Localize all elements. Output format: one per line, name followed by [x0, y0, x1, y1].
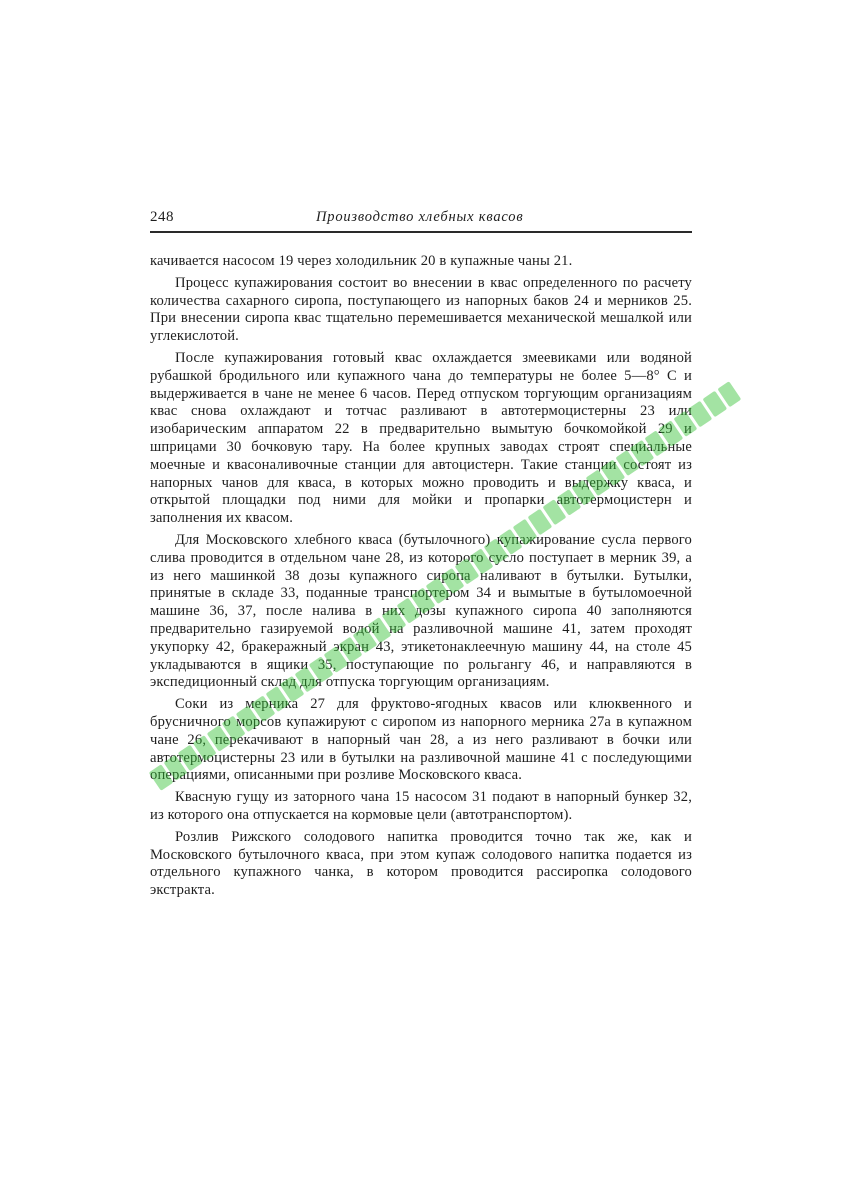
page-number: 248 [150, 209, 174, 225]
paragraph-5: Соки из мерника 27 для фруктово-ягодных квасов или клюквенного и брусничного морсов купажируют с сиропом из напорного мерника 27а в купажном чане 26, перекачивают в напорный чан 28, а из него разливают в бочки или автотермоцистерны 23 или в бутылки на разливочной машине 41 с последующими операциями, описанными при розливе Московского кваса. [150, 696, 692, 784]
paragraph-2: Процесс купажирования состоит во внесении в квас определенного по расчету количества сахарного сиропа, поступающего из напорных баков 24 и мерников 25. При внесении сиропа квас тщательно перемешивается механической мешалкой или углекислотой. [150, 274, 692, 345]
paragraph-6: Квасную гущу из заторного чана 15 насосом 31 подают в напорный бункер 32, из которого она отпускается на кормовые цели (автотранспортом). [150, 789, 692, 823]
paragraph-4: Для Московского хлебного кваса (бутылочного) купажирование сусла первого слива проводится в отдельном чане 28, из которого сусло поступает в мерник 39, а из него машинкой 38 дозы купажного сиропа наливают в бутылки. Бутылки, принятые в складе 33, поданные транспортером 34 и вымытые в бутыломоечной машине 36, 37, после налива в них дозы купажного сиропа 40 заполняются предварительно газируемой водой на разливочной машине 41, затем проходят укупорку 42, бракеражный экран 43, этикетонаклеечную машину 44, на столе 45 укладываются в ящики 35, поступающие по рольгангу 46, и направляются в экспедиционный склад для отпуска торгующим организациям. [150, 531, 692, 691]
watermark-dash [717, 381, 741, 407]
watermark-dash [702, 391, 726, 417]
body-text [150, 253, 692, 904]
paragraph-3: После купажирования готовый квас охлаждается змеевиками или водяной рубашкой бродильного или купажного чана до температуры не более 5—8° С и выдерживается в чане не менее 6 часов. Перед отпуском торгующим организациям квас снова охлаждают и тотчас разливают в автотермоцистерны 23 или изобарическим аппаратом 22 в предварительно вымытую бочкомойкой 29 и шприцами 30 бочковую тару. На более крупных заводах строят специальные моечные и квасоналивочные станции для автоцистерн. Такие станции состоят из напорных чанов для кваса, в которых можно проводить и выдержку кваса, и открытой площадки под ними для мойки и пропарки автотермоцистерн и заполнения их квасом. [150, 349, 692, 527]
page-header [150, 209, 692, 233]
running-title: Производство хлебных квасов [316, 209, 524, 225]
paragraph-1: качивается насосом 19 через холодильник 20 в купажные чаны 21. [150, 253, 573, 269]
paragraph-7: Розлив Рижского солодового напитка проводится точно так же, как и Московского бутылочного кваса, при этом купаж солодового напитка подается из отдельного купажного чанка, в котором проводится рассиропка солодового экстракта. [150, 828, 692, 899]
